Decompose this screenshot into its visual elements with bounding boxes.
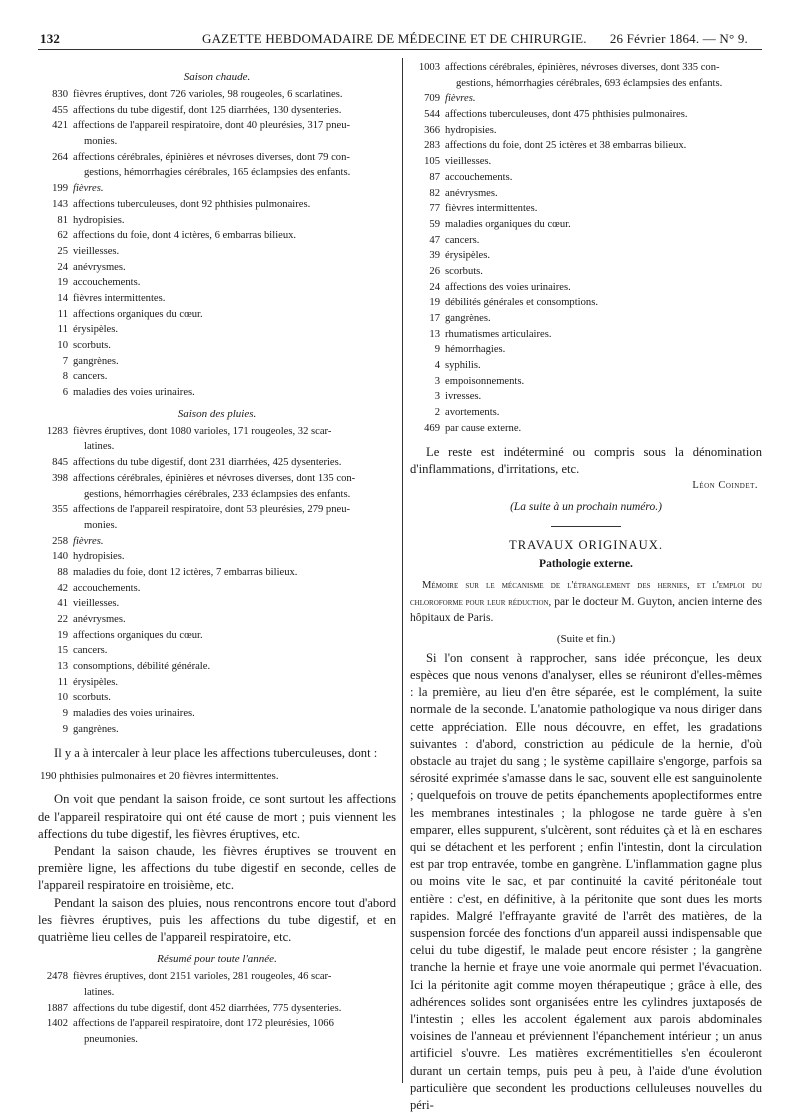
line-text: affections de l'appareil respiratoire, dont 53 pleurésies, 279 pneu- bbox=[73, 504, 351, 516]
line-count: 82 bbox=[429, 187, 440, 199]
list-saison-pluies bbox=[38, 424, 396, 738]
list-line bbox=[38, 722, 396, 738]
list-line bbox=[38, 596, 396, 612]
line-text: anévrysmes. bbox=[445, 187, 498, 199]
line-count: 24 bbox=[429, 281, 440, 293]
list-line bbox=[38, 612, 396, 628]
list-line bbox=[410, 264, 762, 280]
line-continuation: monies. bbox=[84, 136, 118, 148]
line-text: affections cérébrales, épinières et névroses diverses, dont 135 con- bbox=[73, 472, 356, 484]
line-text: maladies des voies urinaires. bbox=[73, 387, 195, 399]
list-line bbox=[38, 549, 396, 565]
line-text: par cause externe. bbox=[445, 422, 522, 434]
list-line bbox=[410, 374, 762, 390]
line-text: hydropisies. bbox=[73, 214, 125, 226]
line-count: 709 bbox=[424, 93, 440, 105]
line-text: maladies du foie, dont 12 ictères, 7 embarras bilieux. bbox=[73, 566, 298, 578]
line-text: fièvres éruptives, dont 1080 varioles, 171 rougeoles, 32 scar- bbox=[73, 425, 332, 437]
heading-saison-chaude: Saison chaude. bbox=[183, 71, 251, 83]
list-resume bbox=[38, 969, 396, 1047]
list-line bbox=[38, 471, 396, 487]
list-line bbox=[38, 581, 396, 597]
list-line bbox=[38, 1016, 396, 1032]
list-line bbox=[410, 280, 762, 296]
column-divider bbox=[402, 58, 403, 1083]
list-line bbox=[38, 118, 396, 134]
section-title: TRAVAUX ORIGINAUX. bbox=[509, 537, 663, 552]
line-text: affections des voies urinaires. bbox=[445, 281, 571, 293]
line-text: érysipèles. bbox=[73, 676, 119, 688]
list-line bbox=[410, 248, 762, 264]
list-line bbox=[38, 502, 396, 518]
list-line bbox=[410, 217, 762, 233]
list-line bbox=[410, 342, 762, 358]
paragraph-saison-pluies: Pendant la saison des pluies, nous rencontrons encore tout d'abord les fièvres éruptives, puis les affections du tube digestif, et en quatrième lieu celles de l'appareil respiratoire, etc. bbox=[38, 895, 396, 945]
list-line bbox=[38, 675, 396, 691]
list-line bbox=[410, 295, 762, 311]
line-count: 845 bbox=[52, 457, 68, 469]
line-count: 77 bbox=[429, 203, 440, 215]
line-text: syphilis. bbox=[445, 360, 481, 372]
line-count: 1003 bbox=[418, 62, 440, 73]
line-text: accouchements. bbox=[73, 582, 141, 594]
list-line bbox=[38, 213, 396, 229]
list-line bbox=[38, 291, 396, 307]
line-text: fièvres éruptives, dont 2151 varioles, 281 rougeoles, 46 scar- bbox=[73, 971, 332, 983]
line-count: 9 bbox=[62, 708, 68, 720]
list-line bbox=[38, 969, 396, 985]
list-line bbox=[410, 138, 762, 154]
list-line bbox=[38, 228, 396, 244]
line-text: affections tuberculeuses, dont 92 phthisies pulmonaires. bbox=[73, 198, 311, 210]
heading-resume: Résumé pour toute l'année. bbox=[157, 953, 277, 966]
line-count: 88 bbox=[57, 566, 68, 578]
list-line bbox=[410, 421, 762, 437]
line-count: 19 bbox=[57, 277, 68, 289]
line-continuation: latines. bbox=[84, 986, 115, 998]
list-line bbox=[410, 154, 762, 170]
line-count: 59 bbox=[429, 218, 440, 230]
line-count: 264 bbox=[52, 151, 68, 163]
list-line bbox=[410, 170, 762, 186]
line-text: accouchements. bbox=[445, 171, 513, 183]
paragraph-intercaler: Il y a à intercaler à leur place les affections tuberculeuses, dont : bbox=[54, 745, 378, 760]
list-line bbox=[38, 534, 396, 550]
line-count: 3 bbox=[434, 375, 440, 387]
line-text: vieillesses. bbox=[73, 245, 120, 257]
line-text: affections de l'appareil respiratoire, dont 172 pleurésies, 1066 bbox=[73, 1018, 334, 1030]
line-count: 87 bbox=[429, 171, 440, 183]
line-text: affections organiques du cœur. bbox=[73, 308, 203, 320]
line-text: maladies organiques du cœur. bbox=[445, 218, 571, 230]
line-text: scorbuts. bbox=[73, 340, 111, 351]
journal-title: GAZETTE HEBDOMADAIRE DE MÉDECINE ET DE CHIRURGIE. bbox=[202, 31, 587, 46]
line-text: vieillesses. bbox=[73, 598, 120, 610]
list-line bbox=[38, 690, 396, 706]
line-text: affections cérébrales, épinières et névroses diverses, dont 79 con- bbox=[73, 151, 350, 163]
list-line bbox=[38, 643, 396, 659]
line-count: 6 bbox=[62, 387, 68, 399]
list-line bbox=[410, 233, 762, 249]
list-line bbox=[410, 91, 762, 107]
line-text: vieillesses. bbox=[445, 156, 492, 168]
line-count: 19 bbox=[429, 297, 440, 309]
suite-et-fin: (Suite et fin.) bbox=[556, 632, 616, 645]
list-line bbox=[38, 628, 396, 644]
line-count: 4 bbox=[434, 360, 440, 372]
line-count: 42 bbox=[57, 582, 68, 594]
line-text: érysipèles. bbox=[445, 250, 491, 262]
list-line bbox=[38, 87, 396, 103]
list-line bbox=[410, 311, 762, 327]
section-divider bbox=[551, 526, 621, 527]
line-count: 81 bbox=[57, 214, 68, 226]
line-text: rhumatismes articulaires. bbox=[445, 328, 552, 340]
memoire-author: par le docteur M. Guyton, ancien interne des hôpitaux de Paris. bbox=[410, 594, 762, 625]
line-count: 398 bbox=[52, 472, 68, 484]
line-count: 9 bbox=[434, 344, 440, 356]
paragraph-reste: Le reste est indéterminé ou compris sous la dénomination d'inflammations, d'irritations, etc. bbox=[410, 444, 762, 476]
list-line bbox=[38, 338, 396, 354]
list-line bbox=[410, 107, 762, 123]
paragraph-saison-chaude: Pendant la saison chaude, les fièvres éruptives se trouvent en première ligne, les affections du tube digestif en seconde, celles de l'appareil respiratoire en troisième, etc. bbox=[38, 844, 396, 893]
line-text: fièvres. bbox=[445, 93, 476, 105]
line-count: 19 bbox=[57, 629, 68, 641]
line-text: fièvres. bbox=[73, 183, 104, 195]
paragraph-saison-froide: On voit que pendant la saison froide, ce sont surtout les affections de l'appareil respiratoire qui ont été cause de mort ; puis viennent les affections du tube digestif, les fièvres éruptives, etc. bbox=[38, 792, 396, 841]
line-count: 10 bbox=[57, 340, 68, 351]
list-line bbox=[38, 244, 396, 260]
list-line bbox=[38, 103, 396, 119]
line-text: affections cérébrales, épinières, névroses diverses, dont 335 con- bbox=[445, 62, 720, 73]
line-count: 455 bbox=[52, 104, 68, 116]
line-count: 47 bbox=[429, 234, 440, 246]
line-text: fièvres éruptives, dont 726 varioles, 98 rougeoles, 6 scarlatines. bbox=[73, 89, 343, 100]
line-continuation: latines. bbox=[84, 441, 115, 453]
line-text: gangrènes. bbox=[73, 355, 119, 367]
line-count: 366 bbox=[424, 124, 440, 136]
line-text: cancers. bbox=[445, 234, 480, 246]
line-text: cancers. bbox=[73, 645, 108, 657]
subsection-title: Pathologie externe. bbox=[539, 557, 633, 570]
line-count: 355 bbox=[52, 504, 68, 516]
line-count: 9 bbox=[62, 723, 68, 735]
line-text: hydropisies. bbox=[445, 124, 497, 136]
line-count: 1283 bbox=[46, 425, 68, 437]
list-line bbox=[410, 389, 762, 405]
line-continuation: monies. bbox=[84, 519, 118, 531]
line-count: 11 bbox=[57, 308, 68, 320]
line-count: 14 bbox=[57, 292, 68, 304]
line-count: 258 bbox=[52, 535, 68, 547]
list-line bbox=[38, 369, 396, 385]
line-count: 13 bbox=[57, 661, 68, 673]
line-count: 105 bbox=[424, 156, 440, 168]
line-text: affections du tube digestif, dont 125 diarrhées, 130 dysenteries. bbox=[73, 104, 342, 116]
list-line bbox=[410, 358, 762, 374]
memoire-title-smallcaps: Mémoire sur le mécanisme de l'étranglement des hernies, et l'emploi du chloroforme pour leur réduction, bbox=[410, 579, 762, 608]
line-count: 39 bbox=[429, 250, 440, 262]
list-line bbox=[38, 260, 396, 276]
list-line bbox=[410, 327, 762, 343]
list-line bbox=[38, 659, 396, 675]
list-line bbox=[38, 181, 396, 197]
left-column bbox=[38, 64, 396, 1048]
list-line bbox=[38, 1001, 396, 1017]
line-count: 24 bbox=[57, 261, 68, 273]
list-line bbox=[38, 455, 396, 471]
line-text: consomptions, débilité générale. bbox=[73, 661, 211, 673]
list-line bbox=[410, 201, 762, 217]
line-count: 1402 bbox=[46, 1018, 68, 1030]
line-count: 8 bbox=[62, 371, 68, 383]
line-count: 26 bbox=[429, 265, 440, 277]
line-text: gangrènes. bbox=[445, 313, 491, 324]
line-count: 421 bbox=[52, 120, 68, 132]
line-text: scorbuts. bbox=[73, 692, 111, 704]
line-text: cancers. bbox=[73, 371, 108, 383]
list-line bbox=[38, 424, 396, 440]
line-text: affections du foie, dont 25 ictères et 38 embarras bilieux. bbox=[445, 140, 687, 152]
line-text: affections du tube digestif, dont 231 diarrhées, 425 dysenteries. bbox=[73, 457, 342, 469]
line-count: 22 bbox=[57, 614, 68, 625]
line-text: accouchements. bbox=[73, 277, 141, 289]
heading-saison-pluies: Saison des pluies. bbox=[177, 407, 257, 420]
memoire-title bbox=[410, 577, 762, 626]
line-count: 41 bbox=[57, 598, 68, 610]
line-text: débilités générales et consomptions. bbox=[445, 297, 598, 309]
list-line bbox=[38, 275, 396, 291]
line-count: 140 bbox=[52, 551, 68, 563]
list-line bbox=[410, 123, 762, 139]
list-line bbox=[410, 60, 762, 76]
line-text: maladies des voies urinaires. bbox=[73, 708, 195, 720]
line-text: affections tuberculeuses, dont 475 phthisies pulmonaires. bbox=[445, 109, 688, 121]
line-count: 11 bbox=[57, 676, 68, 688]
line-text: gangrènes. bbox=[73, 723, 119, 735]
list-line bbox=[410, 186, 762, 202]
line-count: 143 bbox=[52, 198, 68, 210]
line-count: 15 bbox=[57, 645, 68, 657]
list-line bbox=[38, 307, 396, 323]
line-text: fièvres. bbox=[73, 535, 104, 547]
line-text: fièvres intermittentes. bbox=[73, 292, 166, 304]
header-rule bbox=[38, 49, 762, 50]
line-text: érysipèles. bbox=[73, 324, 119, 336]
list-resume-continued bbox=[410, 60, 762, 437]
line-text: affections de l'appareil respiratoire, dont 40 pleurésies, 317 pneu- bbox=[73, 120, 351, 132]
line-count: 3 bbox=[434, 391, 440, 403]
line-text: anévrysmes. bbox=[73, 261, 126, 273]
line-count: 10 bbox=[57, 692, 68, 704]
line-count: 199 bbox=[52, 183, 68, 195]
line-text: avortements. bbox=[445, 407, 500, 419]
line-count: 830 bbox=[52, 89, 68, 100]
line-count: 544 bbox=[424, 109, 440, 121]
line-continuation: gestions, hémorrhagies cérébrales, 233 éclampsies des enfants. bbox=[84, 488, 351, 500]
line-phthisies: 190 phthisies pulmonaires et 20 fièvres intermittentes. bbox=[40, 769, 279, 782]
list-line bbox=[410, 405, 762, 421]
right-column bbox=[410, 60, 762, 1114]
page-number: 132 bbox=[40, 31, 61, 46]
article-body-paragraph: Si l'on consent à rapprocher, sans idée préconçue, les deux espèces que nous venons d'analyser, elles se réuniront d'elles-mêmes : la première, au lieu d'en être séparée, est le complément, la suite normale de la seconde. L'anatomie pathologique va nous diriger dans cette appréciation. Elle nous découvre, en effet, les gradations suivantes : d'abord, constriction au pédicule de la hernie, d'où obstacle au trajet du sang ; le système capillaire s'engorge, parfois sa sérosité exprimée s'amasse dans le sac, souvent elle est sanguinolente ; quelquefois on trouve de petits épanchements apoplectiformes entre les membranes intestinales ; la phlogose ne tarde guère à s'en emparer, elles suppurent, s'ulcèrent, sont réduites çà et là en eschares qui se détachent et les perforent ; enfin l'intestin, dont la circulation est par trop entravée, tombe en gangrène. L'inflammation gagne plus ou moins vite le sac, et par continuité la cavité péritonéale tout entière : c'est, en définitive, à la péritonite que sont dues les morts rapides. Malgré l'effrayante gravité de l'arrêt des matières, de la suspension forcée des fonctions d'un appareil aussi indispensable que celui du tube digestif, le malade peut encore résister ; la gangrène tranche la hernie et fraye une voie anormale qui permet l'évacuation. Ici la péritonite agit comme moyen thérapeutique ; grâce à elle, des adhérences solides sont organisées entre les cylindres juxtaposés de l'intestin ; elles les accolent également aux parois abdominales voisines de l'anneau et préviennent l'épanchement intérieur ; un anus artificiel s'ouvre. Les matières excrémentitielles s'en écouleront durant un certain temps, puis peu à peu, à l'aide d'une évolution particulière que secondent les productions celluleuses nouvelles du péri- bbox=[410, 650, 762, 1112]
list-saison-chaude bbox=[38, 87, 396, 401]
line-count: 7 bbox=[62, 355, 68, 367]
line-text: affections organiques du cœur. bbox=[73, 629, 203, 641]
line-count: 1887 bbox=[46, 1002, 68, 1014]
list-line bbox=[38, 706, 396, 722]
line-count: 2 bbox=[434, 407, 440, 419]
line-text: affections du tube digestif, dont 452 diarrhées, 775 dysenteries. bbox=[73, 1002, 342, 1014]
line-continuation: pneumonies. bbox=[84, 1033, 138, 1045]
list-line bbox=[38, 565, 396, 581]
list-line bbox=[38, 322, 396, 338]
line-count: 17 bbox=[429, 313, 440, 324]
continuation-note: (La suite à un prochain numéro.) bbox=[510, 500, 662, 513]
list-line bbox=[38, 354, 396, 370]
line-text: fièvres intermittentes. bbox=[445, 203, 538, 215]
line-count: 13 bbox=[429, 328, 440, 340]
line-text: affections du foie, dont 4 ictères, 6 embarras bilieux. bbox=[73, 230, 297, 242]
author-signature: Léon Coindet. bbox=[692, 479, 758, 491]
line-count: 25 bbox=[57, 245, 68, 257]
line-text: anévrysmes. bbox=[73, 614, 126, 625]
line-count: 2478 bbox=[46, 971, 68, 983]
line-count: 469 bbox=[424, 422, 440, 434]
line-text: ivresses. bbox=[445, 391, 482, 403]
line-text: hémorrhagies. bbox=[445, 344, 506, 356]
line-text: empoisonnements. bbox=[445, 375, 525, 387]
line-count: 11 bbox=[57, 324, 68, 336]
line-text: hydropisies. bbox=[73, 551, 125, 563]
line-text: scorbuts. bbox=[445, 265, 483, 277]
running-header bbox=[40, 31, 760, 47]
line-continuation: gestions, hémorrhagies cérébrales, 165 éclampsies des enfants. bbox=[84, 167, 351, 179]
line-continuation: gestions, hémorrhagies cérébrales, 693 éclampsies des enfants. bbox=[456, 77, 723, 89]
line-count: 62 bbox=[57, 230, 68, 242]
list-line bbox=[38, 385, 396, 401]
list-line bbox=[38, 150, 396, 166]
list-line bbox=[38, 197, 396, 213]
line-count: 283 bbox=[424, 140, 440, 152]
issue-date: 26 Février 1864. — N° 9. bbox=[609, 31, 748, 46]
